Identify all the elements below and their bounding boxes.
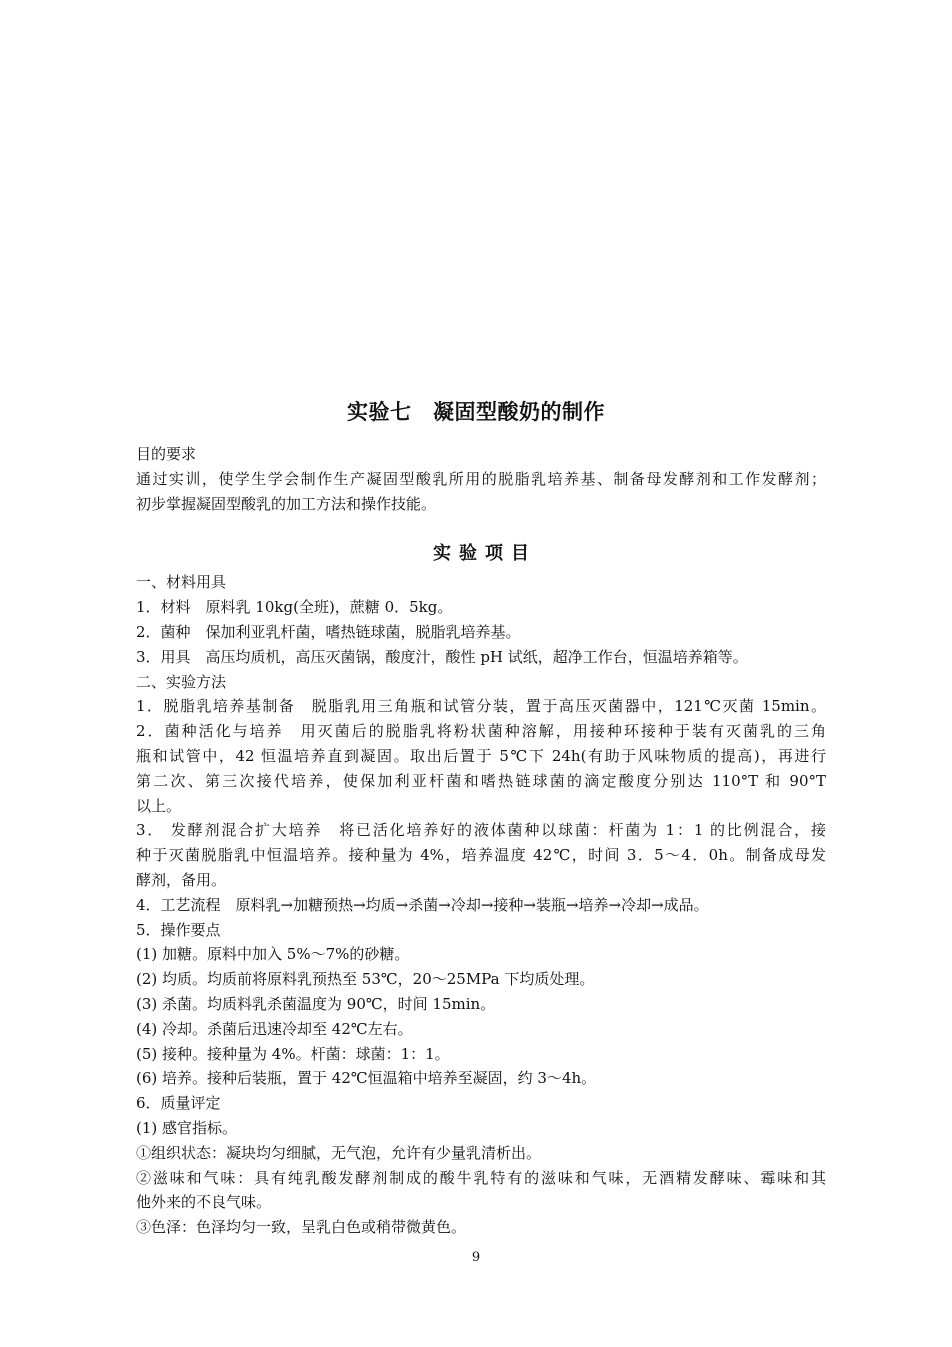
text-line: 1．脱脂乳培养基制备 脱脂乳用三角瓶和试管分装，置于高压灭菌器中，121℃灭菌 15min。 <box>136 697 826 716</box>
list-item: 他外来的不良气味。 <box>136 1193 272 1212</box>
text-line: 3．用具 高压均质机，高压灭菌锅，酸度汁，酸性 pH 试纸，超净工作台，恒温培养箱等。 <box>136 647 748 666</box>
list-item: (6) 培养。接种后装瓶，置于 42℃恒温箱中培养至凝固，约 3～4h。 <box>136 1069 597 1088</box>
text-line: 2．菌种 保加利亚乳杆菌，嗜热链球菌，脱脂乳培养基。 <box>136 622 521 641</box>
subsection-heading: 一、材料用具 <box>136 573 227 592</box>
subsection-heading: 5．操作要点 <box>136 920 221 939</box>
list-item: (2) 均质。均质前将原料乳预热至 53℃，20～25MPa 下均质处理。 <box>136 970 595 989</box>
subsection-heading: 二、实验方法 <box>136 672 227 691</box>
text-line: 1．材料 原料乳 10kg(全班)，蔗糖 0．5kg。 <box>136 598 453 617</box>
list-item: ②滋味和气味：具有纯乳酸发酵剂制成的酸牛乳特有的滋味和气味，无酒精发酵味、霉味和其 <box>136 1168 826 1187</box>
text-line: 瓶和试管中，42 恒温培养直到凝固。取出后置于 5℃下 24h(有助于风味物质的提高)，再进行 <box>136 746 826 765</box>
section-heading: 实验项目 <box>433 543 537 565</box>
list-item: (1) 加糖。原料中加入 5%～7%的砂糖。 <box>136 945 410 964</box>
subsection-heading: 6．质量评定 <box>136 1094 221 1113</box>
list-item: ①组织状态：凝块均匀细腻，无气泡，允许有少量乳清析出。 <box>136 1143 542 1162</box>
list-item: (3) 杀菌。均质料乳杀菌温度为 90℃，时间 15min。 <box>136 994 496 1013</box>
objective-heading: 目的要求 <box>136 445 197 463</box>
text-line: 2．菌种活化与培养 用灭菌后的脱脂乳将粉状菌种溶解，用接种环接种于装有灭菌乳的三角 <box>136 722 826 741</box>
page-title: 实验七 凝固型酸奶的制作 <box>347 399 605 424</box>
list-item: (5) 接种。接种量为 4%。杆菌：球菌：1：1。 <box>136 1044 450 1063</box>
list-item: (4) 冷却。杀菌后迅速冷却至 42℃左右。 <box>136 1019 413 1038</box>
text-line: 3． 发酵剂混合扩大培养 将已活化培养好的液体菌种以球菌：杆菌为 1：1 的比例混合，接 <box>136 821 826 840</box>
list-item: (1) 感官指标。 <box>136 1118 238 1137</box>
text-line: 4．工艺流程 原料乳→加糖预热→均质→杀菌→冷却→接种→装瓶→培养→冷却→成品。 <box>136 895 709 914</box>
text-line: 以上。 <box>136 796 182 815</box>
text-line: 第二次、第三次接代培养，使保加利亚杆菌和嗜热链球菌的滴定酸度分别达 110°T 和 90°T <box>136 771 826 790</box>
text-line: 种于灭菌脱脂乳中恒温培养。接种量为 4%，培养温度 42℃，时间 3．5～4．0h。制备成母发 <box>136 846 826 865</box>
page-number: 9 <box>471 1250 481 1265</box>
list-item: ③色泽：色泽均匀一致，呈乳白色或稍带微黄色。 <box>136 1218 467 1237</box>
document-body <box>136 442 826 1240</box>
text-line: 酵剂，备用。 <box>136 870 227 889</box>
objective-line: 通过实训，使学生学会制作生产凝固型酸乳所用的脱脂乳培养基、制备母发酵剂和工作发酵剂； <box>136 469 826 488</box>
objective-line: 初步掌握凝固型酸乳的加工方法和操作技能。 <box>136 494 437 513</box>
